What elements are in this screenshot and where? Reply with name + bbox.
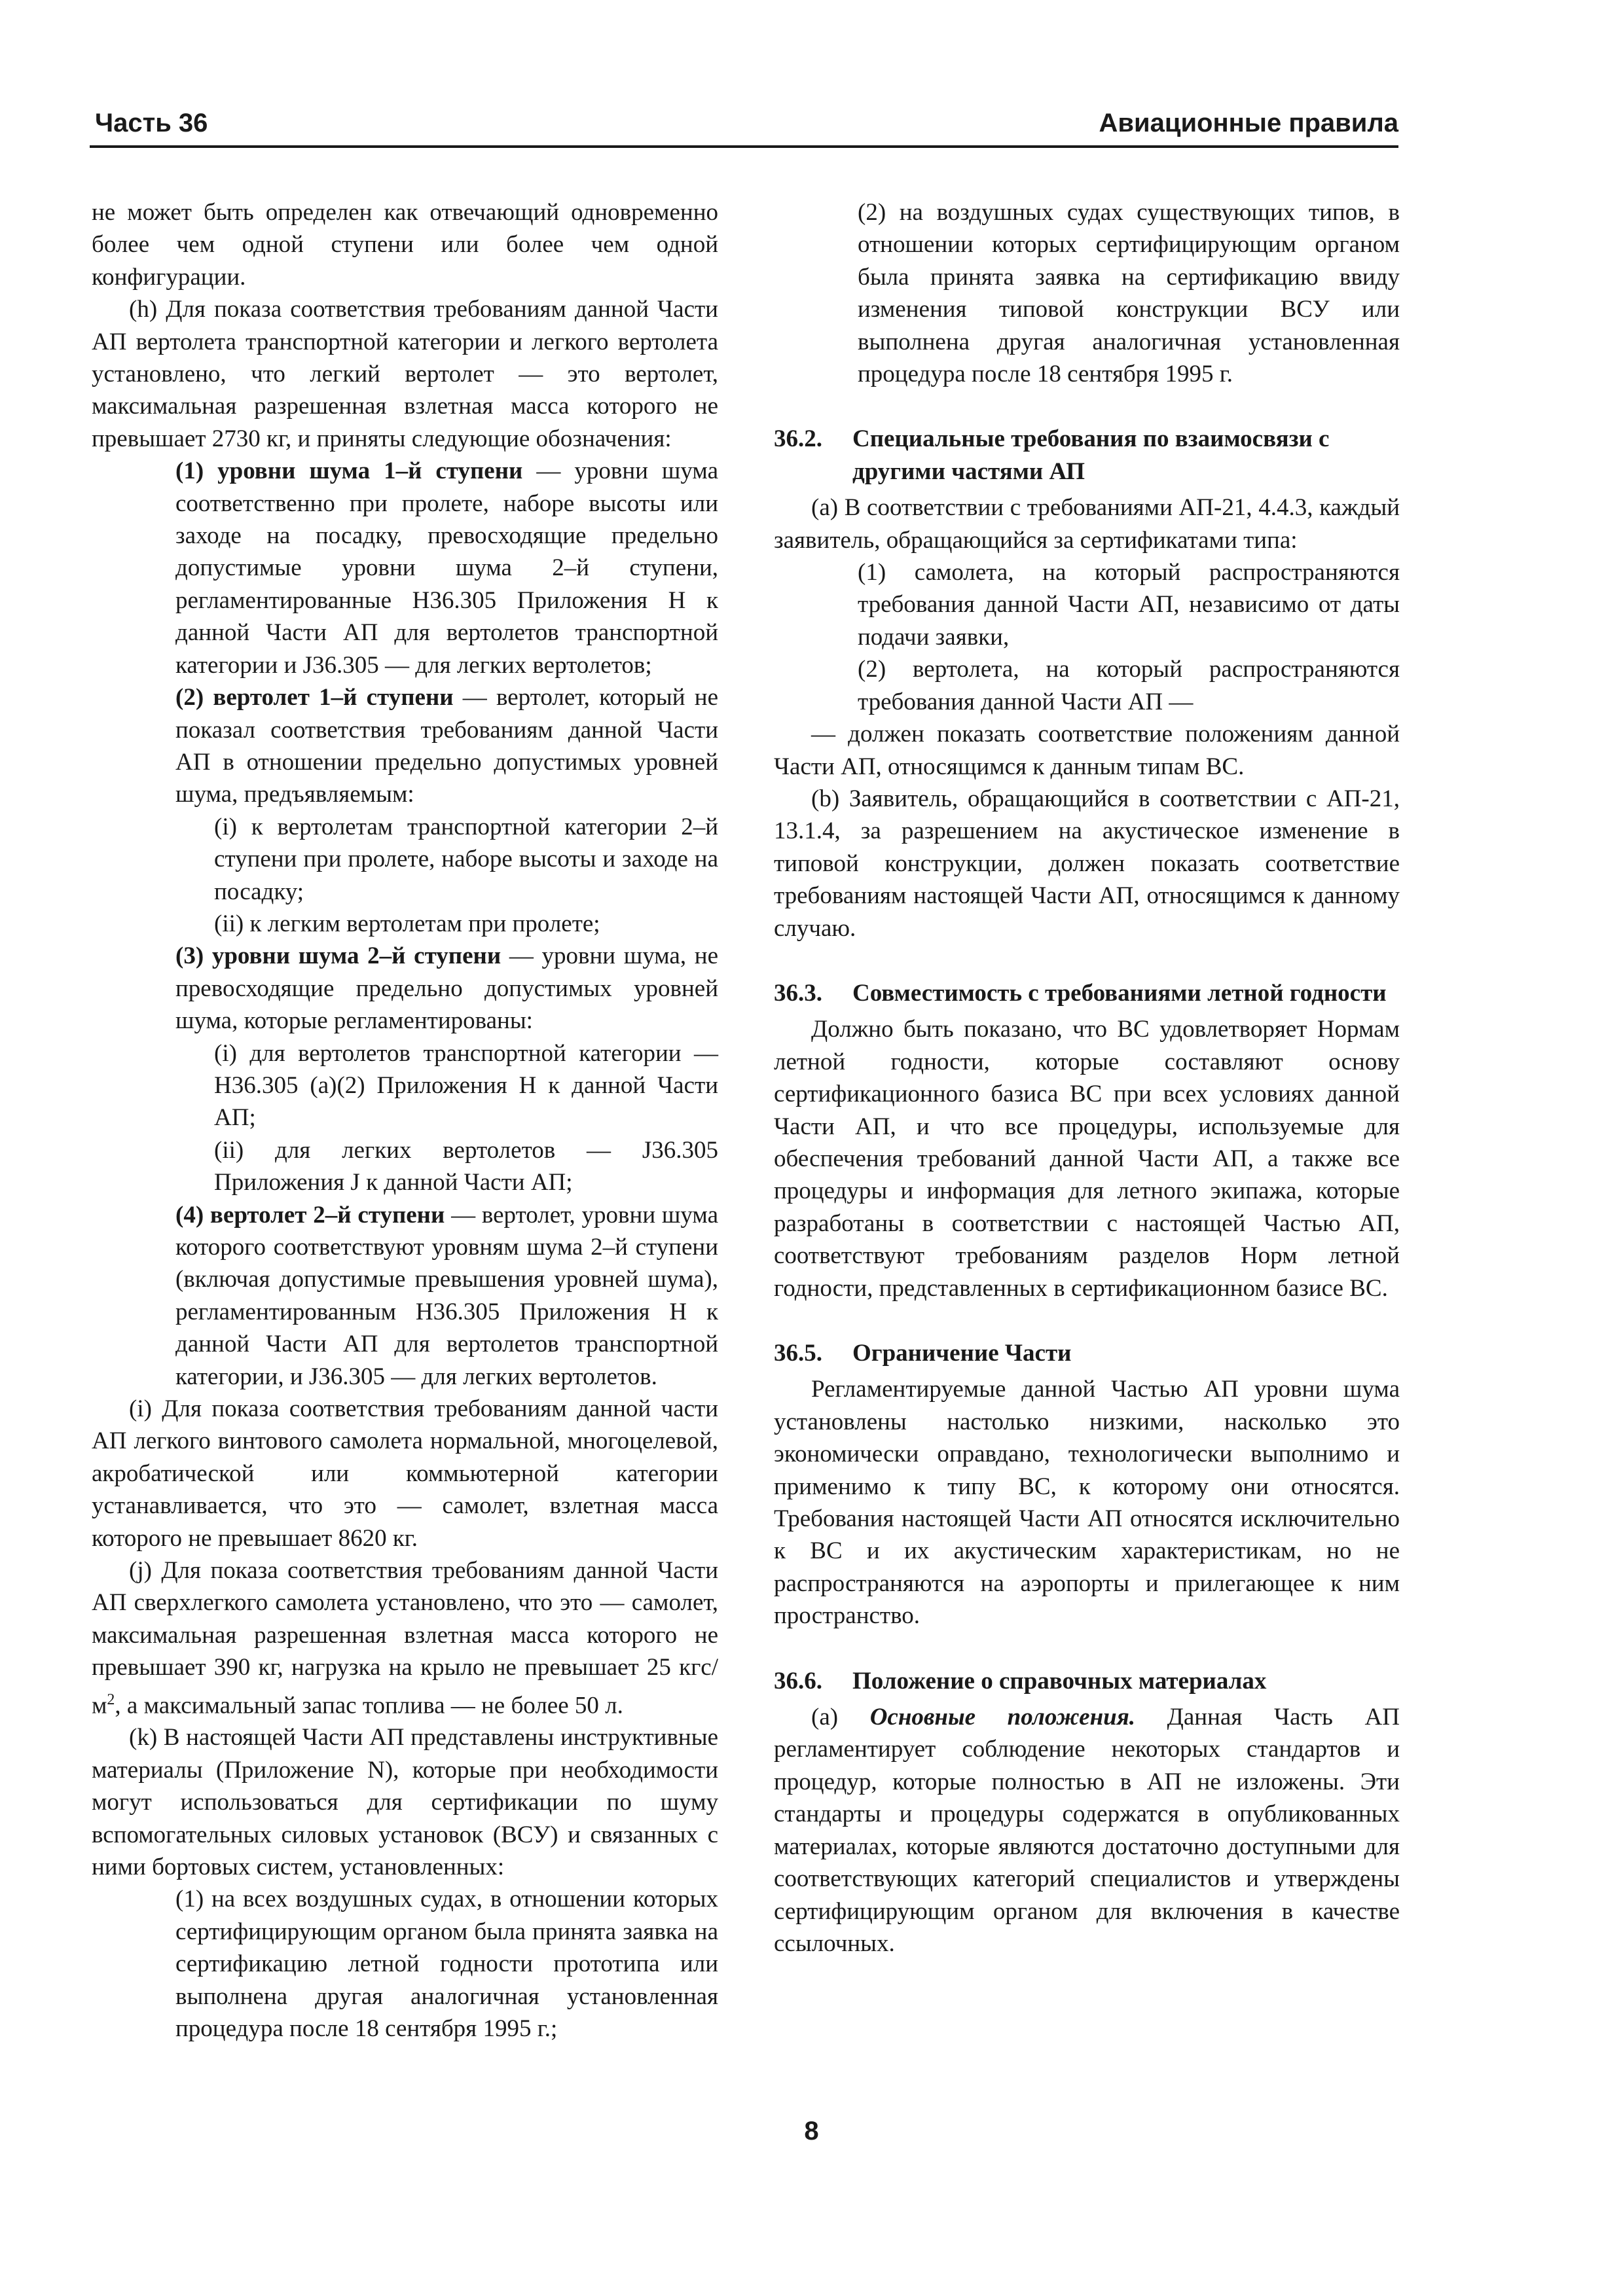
- section-title: Ограничение Части: [852, 1340, 1072, 1367]
- paragraph-36-6-a: [774, 1701, 1400, 1960]
- section-title: Положение о справочных материалах: [852, 1667, 1267, 1695]
- item-h2-i: (i) к вертолетам транспортной категории 2–й ступени при пролете, наборе высоты и заходе на посадку;: [214, 813, 718, 905]
- paragraph-j: [92, 1554, 718, 1721]
- item-36-2-a2: (2) вертолета, на который распространяются требования данной Части АП —: [858, 656, 1400, 715]
- text-h1: — уровни шума соответственно при пролете, наборе высоты или заходе на посадку, превосходящие предельно допустимые уровни шума 2–й ступени, регламентированные H36.305 Приложения H к данной Части АП для вертолетов транспортной категории и J36.305 — для легких вертолетов;: [175, 457, 718, 679]
- item-h3: [92, 940, 718, 1037]
- page-header: [90, 105, 1398, 148]
- paragraph-36-2-a: (a) В соответствии с требованиями АП-21, 4.4.3, каждый заявитель, обращающийся за сертификатами типа:: [774, 494, 1400, 554]
- term-basic-provisions: Основные положения.: [869, 1704, 1136, 1731]
- section-heading-36-3: [774, 977, 1400, 1009]
- paragraph-36-2-b: (b) Заявитель, обращающийся в соответствии с АП-21, 13.1.4, за разрешением на акустическое изменение в типовой конструкции, должен показать соответствие требованиям настоящей Части АП, относящимся к данному случаю.: [774, 785, 1400, 942]
- paragraph-h: (h) Для показа соответствия требованиям данной Части АП вертолета транспортной категории и легкого вертолета установлено, что легкий вертолет — это вертолет, максимальная разрешенная взлетная масса которого не превышает 2730 кг, и приняты следующие обозначения:: [92, 296, 718, 452]
- item-h3-i: (i) для вертолетов транспортной категории — H36.305 (a)(2) Приложения H к данной Части АП;: [214, 1039, 718, 1132]
- paragraph-36-3: Должно быть показано, что ВС удовлетворяет Нормам летной годности, которые составляют основу сертификационного базиса ВС при всех условиях данной Части АП, и что все процедуры, используемые для обеспечения требований данной Части АП, а также все процедуры и информация для летного экипажа, которые разработаны в соответствии с настоящей Частью АП, соответствуют требованиям разделов Норм летной годности, представленных в сертификационном базисе ВС.: [774, 1016, 1400, 1302]
- section-number: 36.2.: [774, 425, 822, 453]
- text-h4: — вертолет, уровни шума которого соответствуют уровням шума 2–й ступени (включая допустимые превышения уровней шума), регламентированным H36.305 Приложения H к данной Части АП для вертолетов транспортной категории, и J36.305 — для легких вертолетов.: [175, 1201, 718, 1390]
- item-h1: [92, 455, 718, 681]
- item-h3-ii: (ii) для легких вертолетов — J36.305 Приложения J к данной Части АП;: [214, 1136, 718, 1196]
- paragraph-36-2-a3: — должен показать соответствие положениям данной Части АП, относящимся к данным типам ВС.: [774, 721, 1400, 780]
- term-h1: (1) уровни шума 1–й ступени: [175, 457, 523, 485]
- section-number: 36.5.: [774, 1340, 822, 1367]
- right-column: [774, 196, 1400, 1960]
- item-h2: [92, 681, 718, 811]
- left-column: [92, 196, 718, 2045]
- text-h3: — уровни шума, не превосходящие предельно допустимых уровней шума, которые регламентированы:: [175, 942, 718, 1035]
- text-j-post: , а максимальный запас топлива — не более 50 л.: [115, 1692, 623, 1719]
- text-j-pre: (j) Для показа соответствия требованиям данной Части АП сверхлегкого самолета установлено, что это — самолет, максимальная разрешенная взлетная масса которого не превышает 390 кг, нагрузка на крыло не превышает 25 кгс/м: [92, 1557, 718, 1719]
- text-36-6-a: Данная Часть АП регламентирует соблюдение некоторых стандартов и процедур, которые полностью в АП не изложены. Эти стандарты и процедуры содержатся в опубликованных материалах, которые являются достаточно доступными для соответствующих категорий специалистов и утверждены сертифицирующим органом для включения в качестве ссылочных.: [774, 1704, 1400, 1957]
- section-heading-36-2: [774, 423, 1400, 488]
- label-a: (a): [811, 1704, 870, 1731]
- item-h4: [92, 1199, 718, 1393]
- term-h3: (3) уровни шума 2–й ступени: [175, 942, 501, 970]
- item-h2-ii: (ii) к легким вертолетам при пролете;: [214, 910, 600, 937]
- section-heading-36-5: [774, 1337, 1400, 1369]
- item-k2: (2) на воздушных судах существующих типов, в отношении которых сертифицирующим органом была принята заявка на сертификацию ввиду изменения типовой конструкции ВСУ или выполнена другая аналогичная установленная процедура после 18 сентября 1995 г.: [858, 199, 1400, 388]
- term-h4: (4) вертолет 2–й ступени: [175, 1201, 445, 1229]
- term-h2: (2) вертолет 1–й ступени: [175, 684, 454, 711]
- item-36-2-a1: (1) самолета, на который распространяются требования данной Части АП, независимо от даты подачи заявки,: [858, 559, 1400, 651]
- document-title: Авиационные правила: [1099, 109, 1398, 137]
- section-title: Совместимость с требованиями летной годности: [852, 979, 1387, 1007]
- text-h2: — вертолет, который не показал соответствия требованиям данной Части АП в отношении предельно допустимых уровней шума, предъявляемым:: [175, 684, 718, 808]
- part-label: Часть 36: [95, 109, 208, 137]
- paragraph-i: (i) Для показа соответствия требованиям данной части АП легкого винтового самолета нормальной, многоцелевой, акробатической или коммьютерной категории устанавливается, что это — самолет, взлетная масса которого не превышает 8620 кг.: [92, 1395, 718, 1552]
- section-number: 36.3.: [774, 979, 822, 1007]
- paragraph-continuation: не может быть определен как отвечающий одновременно более чем одной ступени или более чем одной конфигурации.: [92, 199, 718, 291]
- section-title: Специальные требования по взаимосвязи с другими частями АП: [852, 425, 1330, 485]
- section-heading-36-6: [774, 1665, 1400, 1697]
- superscript-2: 2: [107, 1691, 115, 1708]
- page-number: 8: [804, 2117, 819, 2145]
- section-number: 36.6.: [774, 1667, 822, 1695]
- paragraph-k: (k) В настоящей Части АП представлены инструктивные материалы (Приложение N), которые при необходимости могут использоваться для сертификации по шуму вспомогательных силовых установок (ВСУ) и связанных с ними бортовых систем, установленных:: [92, 1724, 718, 1881]
- paragraph-36-5: Регламентируемые данной Частью АП уровни шума установлены настолько низкими, насколько это экономически оправдано, технологически выполнимо и применимо к типу ВС, к которому они относятся. Требования настоящей Части АП относятся исключительно к ВС и их акустическим характеристикам, но не распространяются на аэропорты и прилегающее к ним пространство.: [774, 1376, 1400, 1630]
- item-k1: (1) на всех воздушных судах, в отношении которых сертифицирующим органом была принята заявка на сертификацию летной годности прототипа или выполнена другая аналогичная установленная процедура после 18 сентября 1995 г.;: [175, 1886, 718, 2043]
